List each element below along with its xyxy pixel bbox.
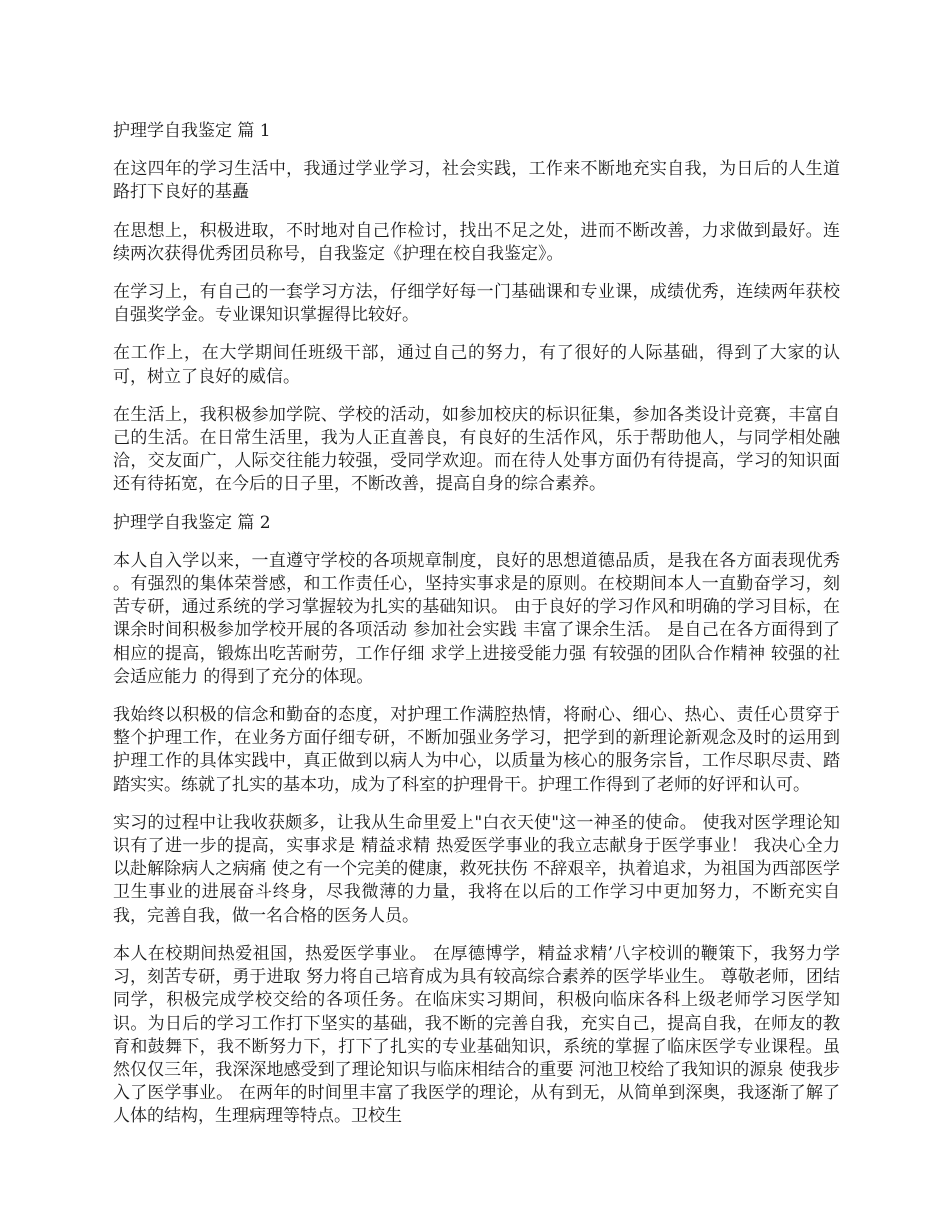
- paragraph: 实习的过程中让我收获颇多，让我从生命里爱上"白衣天使"这一神圣的使命。 使我对医学理论知识有了进一步的提高，实事求是 精益求精 热爱医学事业的我立志献身于医学事业！ 我决心全力以赴解除病人之病痛 使之有一个完美的健康，救死扶伤 不辞艰辛，执着追求，为祖国为西部医学卫生事业的进展奋斗终身，尽我微薄的力量，我将在以后的工作学习中更加努力，不断充实自我，完善自我，做一名合格的医务人员。: [113, 812, 840, 926]
- section-heading: 护理学自我鉴定 篇 2: [113, 512, 271, 533]
- paragraph: 在这四年的学习生活中，我通过学业学习，社会实践，工作来不断地充实自我，为日后的人生道路打下良好的基矗: [113, 159, 840, 203]
- paragraph: 我始终以积极的信念和勤奋的态度，对护理工作满腔热情，将耐心、细心、热心、责任心贯穿于整个护理工作，在业务方面仔细专研，不断加强业务学习，把学到的新理论新观念及时的运用到护理工作的具体实践中，真正做到以病人为中心，以质量为核心的服务宗旨，工作尽职尽责、踏踏实实。练就了扎实的基本功，成为了科室的护理骨干。护理工作得到了老师的好评和认可。: [113, 705, 840, 795]
- section-heading: 护理学自我鉴定 篇 1: [113, 121, 271, 141]
- paragraph: 本人在校期间热爱祖国，热爱医学事业。 在厚德博学，精益求精’八字校训的鞭策下，我努力学习，刻苦专研，勇于进取 努力将自己培育成为具有较高综合素养的医学毕业生。 尊敬老师，团结同学，积极完成学校交给的各项任务。在临床实习期间，积极向临床各科上级老师学习医学知识。为日后的学习工作打下坚实的基础，我不断的完善自我，充实自己，提高自我，在师友的教育和鼓舞下，我不断努力下，打下了扎实的专业基础知识，系统的掌握了临床医学专业课程。虽然仅仅三年，我深深地感受到了理论知识与临床相结合的重要 河池卫校给了我知识的源泉 使我步入了医学事业。 在两年的时间里丰富了我医学的理论，从有到无，从简单到深奥，我逐渐了解了人体的结构，生理病理等特点。卫校生: [113, 943, 840, 1127]
- paragraph: 在学习上，有自己的一套学习方法，仔细学好每一门基础课和专业课，成绩优秀，连续两年获校自强奖学金。专业课知识掌握得比较好。: [113, 282, 840, 326]
- paragraph: 在思想上，积极进取，不时地对自己作检讨，找出不足之处，进而不断改善，力求做到最好。连续两次获得优秀团员称号，自我鉴定《护理在校自我鉴定》。: [113, 220, 840, 264]
- paragraph: 在工作上，在大学期间任班级干部，通过自己的努力，有了很好的人际基础，得到了大家的认可，树立了良好的威信。: [113, 343, 840, 387]
- paragraph: 在生活上，我积极参加学院、学校的活动，如参加校庆的标识征集，参加各类设计竞赛，丰富自己的生活。在日常生活里，我为人正直善良，有良好的生活作风，乐于帮助他人，与同学相处融洽，交友面广，人际交往能力较强，受同学欢迎。而在待人处事方面仍有待提高，学习的知识面还有待拓宽，在今后的日子里，不断改善，提高自身的综合素养。: [113, 404, 840, 495]
- section-1: [113, 120, 840, 497]
- paragraph: 本人自入学以来，一直遵守学校的各项规章制度，良好的思想道德品质，是我在各方面表现优秀 。有强烈的集体荣誉感，和工作责任心，坚持实事求是的原则。在校期间本人一直勤奋学习，刻苦专研，通过系统的学习掌握较为扎实的基础知识。 由于良好的学习作风和明确的学习目标，在课余时间积极参加学校开展的各项活动 参加社会实践 丰富了课余生活。 是自己在各方面得到了相应的提高，锻炼出吃苦耐劳，工作仔细 求学上进接受能力强 有较强的团队合作精神 较强的社会适应能力 的得到了充分的体现。: [113, 550, 840, 687]
- document-body: [113, 120, 840, 1144]
- section-2: [113, 512, 840, 1129]
